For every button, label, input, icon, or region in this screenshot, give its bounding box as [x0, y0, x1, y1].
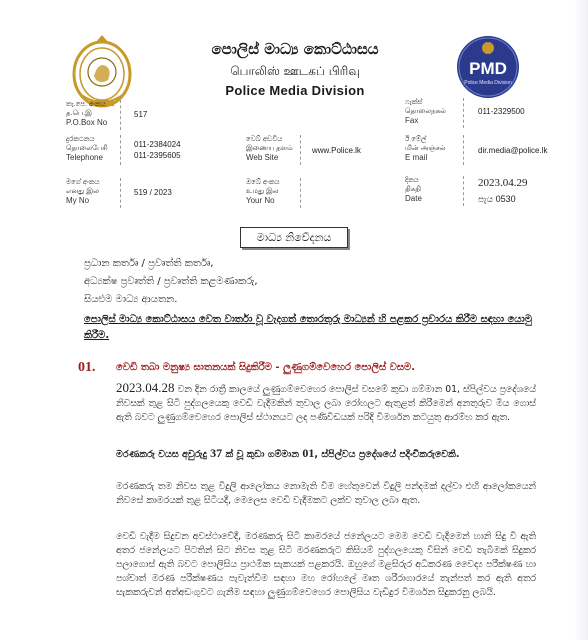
pobox-value: 517 [134, 110, 148, 119]
header-title-english: Police Media Division [225, 83, 365, 98]
telephone-value-2: 011-2395605 [134, 151, 181, 160]
website-label: වෙබ් අඩවිය இணைய தளம் Web Site [246, 136, 293, 162]
pmd-logo-icon [455, 34, 521, 100]
divider [120, 135, 122, 165]
my-no-label: මගේ අංකය எனது இல My No [66, 179, 100, 205]
press-release-title: මාධ්‍ය නිවේදනය [240, 227, 348, 248]
your-no-label: ඔබේ අංකය உமது இல Your No [246, 179, 280, 205]
section-title: වෙඩි තබා මනුෂ්‍ය ඝාතනයක් සිදුකිරීම - ලුණුගම්වෙහෙර පොලිස් වසම. [116, 362, 416, 373]
fax-value: 011-2329500 [478, 107, 525, 116]
divider [300, 178, 302, 208]
page-edge-shadow [574, 0, 588, 640]
time-value: පැය 0530 [478, 194, 516, 204]
fax-label: ෆැක්ස් தொலைநகல் Fax [405, 99, 446, 125]
divider [463, 98, 465, 128]
paragraph-4: වෙඩි වැදීම සිදුවන අවස්ථාවේදී, මරණකරු සිටි කාමරයේ ජනේලයට මෙම වෙඩි වැදීමෙන් හානි සිදු වී ඇති අතර ජනේලයට පිටතින් සිට නිවස තුළ සිටි මරණකරුට කිසියම් පුද්ගලයෙකු විසින් වෙඩි තැබීමක් සිදුකර පලාගොස් ඇති බවට පොලිසිය ප්‍රාථමික සැකයක් පළකරයි. ඔහුගේ මළසිරුර අධිකරණ වෛද්‍ය පරීක්ෂණ හා පශ්චාත් මරණ පරීක්ෂණය පැවැත්වීම සඳහා මහ රෝහලේ මෘත ශරීරාගාරයේ තැන්පත් කර ඇති අතර සැකකරුවන් අත්අඩංගුවට ගැනීම සඳහා ලුණුගම්වෙහෙර පොලිසිය වැඩිදුර විමර්ශන සිදුකරනු ලබයි. [116, 531, 536, 598]
paragraph-2: මරණකරු වයස අවුරුදු 37 ක් වූ කුඩා ගම්මාන 01, ස්පිල්වය ප්‍රදේශයේ පදිංචිකරුවෙකි. [116, 446, 460, 460]
divider [300, 135, 302, 165]
date-label: දිනය திகதி Date [405, 177, 422, 203]
website-value[interactable]: www.Police.lk [312, 146, 361, 155]
subject-line: පොලිස් මාධ්‍ය කොට්ඨාසය වෙත වාර්තා වූ වැදගත් තොරතුරු මාධ්‍යන් හි පළකර ප්‍රචාරය කිරීම සඳහා යොමු කිරීම. [84, 314, 532, 341]
pmd-logo-subtext: Police Media Division [464, 80, 512, 86]
section-number: 01. [78, 360, 96, 375]
divider [463, 135, 465, 165]
addressee-line: අධ්‍යක්ෂ ප්‍රවෘත්ති / ප්‍රවෘත්ති කළමණාකරු, [84, 276, 258, 287]
addressee-line: සියළුම මාධ්‍ය ආයතන. [84, 294, 178, 305]
header-title-tamil: பொலிஸ் ஊடகப் பிரிவு [230, 64, 360, 78]
divider [120, 100, 122, 130]
divider [120, 178, 122, 208]
telephone-value-1: 011-2384024 [134, 140, 181, 149]
addressee-line: ප්‍රධාන කර්තෘ / ප්‍රවෘත්ති කර්තෘ, [84, 258, 214, 269]
incident-date: 2023.04.28 [116, 380, 175, 395]
email-label: ඊ මේල් மின் அஞ்சல் E mail [405, 136, 446, 162]
divider [463, 176, 465, 206]
my-no-value: 519 / 2023 [134, 188, 172, 197]
pmd-logo-text: PMD [469, 59, 507, 78]
email-value[interactable]: dir.media@police.lk [478, 146, 548, 155]
paragraph-1: 2023.04.28 වන දින රාත්‍රී කාලයේ ලුණුගම්වෙහෙර පොලිස් වසමේ කුඩා ගම්මාන 01, ස්පිල්වය ප්‍රදේශයේ නිවසක් තුළ සිටි පුද්ගලයෙකු වෙඩි වැදීමකින් තුවාල ලබා රෝහලට ඇතුළත් කිරීමෙන් අනතුරුව මිය ගොස් ඇති බවට ලුණුගම්වෙහෙර පොලිස් ස්ථානයට ලද පණිවිඩයක් පරිදි විමර්ශන කටයුතු ආරම්භ කර ඇත. [116, 380, 536, 423]
telephone-label: දුරකථනය தொலைபேசி Telephone [66, 136, 108, 162]
pobox-label: තැ.පෙ. අංකය த.பெ.இ P.O.Box No [66, 101, 108, 127]
date-value: 2023.04.29 [478, 177, 528, 189]
header-title-sinhala: පොලිස් මාධ්‍ය කොට්ඨාසය [211, 40, 379, 58]
paragraph-3: මරණකරු තම නිවස තුළ විදුලි ආලෝකය නොමැති වීම හේතුවෙන් විදුලි පන්දමක් දල්වා එහි ආලෝකයෙන් නිවසේ කාමරයක් තුළ සිටියදී, මෙලෙස වෙඩි වැදීමකට ලක්ව තුවාල ලබා ඇත. [116, 481, 536, 506]
